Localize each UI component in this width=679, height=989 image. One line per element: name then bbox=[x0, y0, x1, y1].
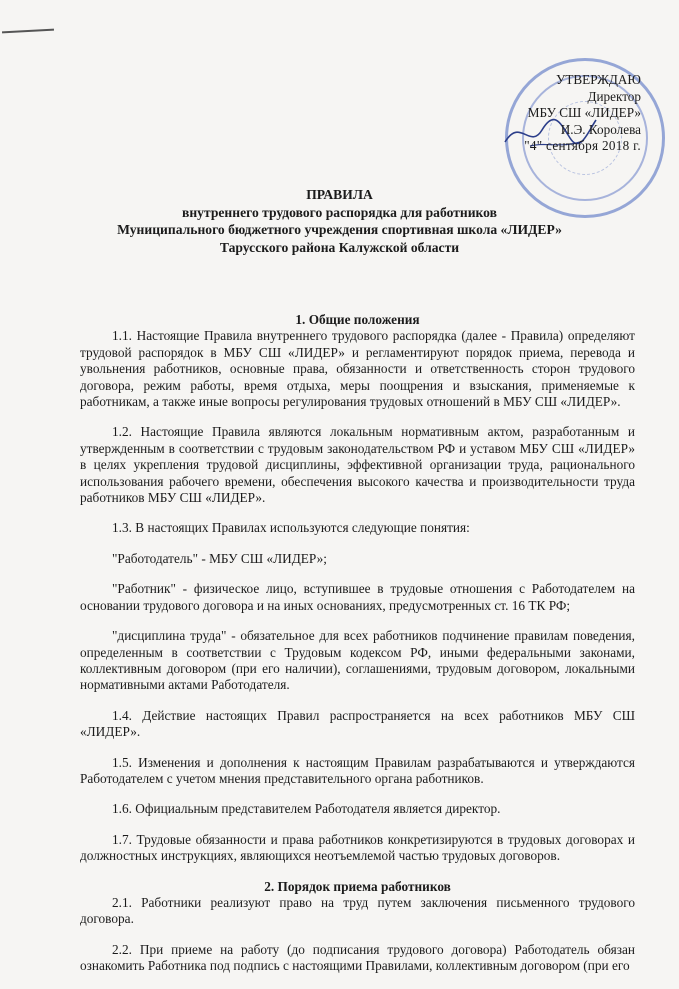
section-2-heading: 2. Порядок приема работников bbox=[264, 878, 451, 894]
approval-organization: МБУ СШ «ЛИДЕР» bbox=[527, 105, 641, 120]
paragraph-1-6: 1.6. Официальным представителем Работодателя является директор. bbox=[112, 801, 501, 817]
pen-mark bbox=[2, 29, 54, 34]
definition-discipline: "дисциплина труда" - обязательное для всех работников подчинение правилам поведения, определенным в соответствии с Трудовым кодексом РФ, иными федеральными законами, коллективным договором (при его наличии), соглашениями, трудовым договором, локальными нормативными актами Работодателя. bbox=[80, 628, 635, 693]
paragraph-1-7: 1.7. Трудовые обязанности и права работников конкретизируются в трудовых договорах и должностных инструкциях, являющихся неотъемлемой частью трудовых договоров. bbox=[80, 831, 635, 864]
paragraph-1-3: 1.3. В настоящих Правилах используются следующие понятия: bbox=[112, 520, 470, 536]
approval-name: И.Э. Королева bbox=[560, 121, 641, 137]
definition-employer: "Работодатель" - МБУ СШ «ЛИДЕР»; bbox=[112, 550, 327, 566]
approval-block bbox=[524, 72, 641, 155]
paragraph-2-1: 2.1. Работники реализуют право на труд путем заключения письменного трудового договора. bbox=[80, 894, 635, 927]
definition-employee: "Работник" - физическое лицо, вступившее в трудовые отношения с Работодателем на основании трудового договора и на иных основаниях, предусмотренных ст. 16 ТК РФ; bbox=[80, 581, 635, 613]
title-line-2: внутреннего трудового распорядка для работников bbox=[182, 204, 497, 220]
title-line-1: ПРАВИЛА bbox=[306, 187, 373, 202]
title-line-4: Тарусского района Калужской области bbox=[219, 239, 460, 255]
approval-position: Директор bbox=[587, 88, 641, 104]
paragraph-1-2: 1.2. Настоящие Правила являются локальным нормативным актом, разработанным и утвержденным в соответствии с трудовым законодательством РФ и уставом МБУ СШ «ЛИДЕР» в целях укрепления трудовой дисциплины, эффективной организации труда, рационального использования рабочего времени, обеспечения высокого качества и производительности труда работников МБУ СШ «ЛИДЕР». bbox=[80, 424, 635, 506]
document-body bbox=[80, 312, 635, 989]
document-title bbox=[40, 186, 639, 256]
approval-date: "4" сентября 2018 г. bbox=[524, 138, 641, 153]
paragraph-2-2: 2.2. При приеме на работу (до подписания трудового договора) Работодатель обязан ознакомить Работника под подпись с настоящими Правилами, коллективным договором (при его bbox=[80, 941, 635, 974]
paragraph-1-4: 1.4. Действие настоящих Правил распространяется на всех работников МБУ СШ «ЛИДЕР». bbox=[80, 707, 635, 740]
paragraph-1-5: 1.5. Изменения и дополнения к настоящим Правилам разрабатываются и утверждаются Работодателем с учетом мнения представительного органа работников. bbox=[80, 754, 635, 786]
title-line-3: Муниципального бюджетного учреждения спортивная школа «ЛИДЕР» bbox=[117, 222, 562, 237]
paragraph-1-1: 1.1. Настоящие Правила внутреннего трудового распорядка (далее - Правила) определяют трудовой распорядок в МБУ СШ «ЛИДЕР» и регламентируют порядок приема, перевода и увольнения работников, основные права, обязанности и ответственность сторон трудового договора, режим работы, время отдыха, меры поощрения и взыскания, применяемые к работникам, а также иные вопросы регулирования трудовых отношений в МБУ СШ «ЛИДЕР». bbox=[80, 328, 635, 410]
section-1-heading: 1. Общие положения bbox=[295, 312, 420, 327]
approval-heading: УТВЕРЖДАЮ bbox=[555, 72, 641, 87]
